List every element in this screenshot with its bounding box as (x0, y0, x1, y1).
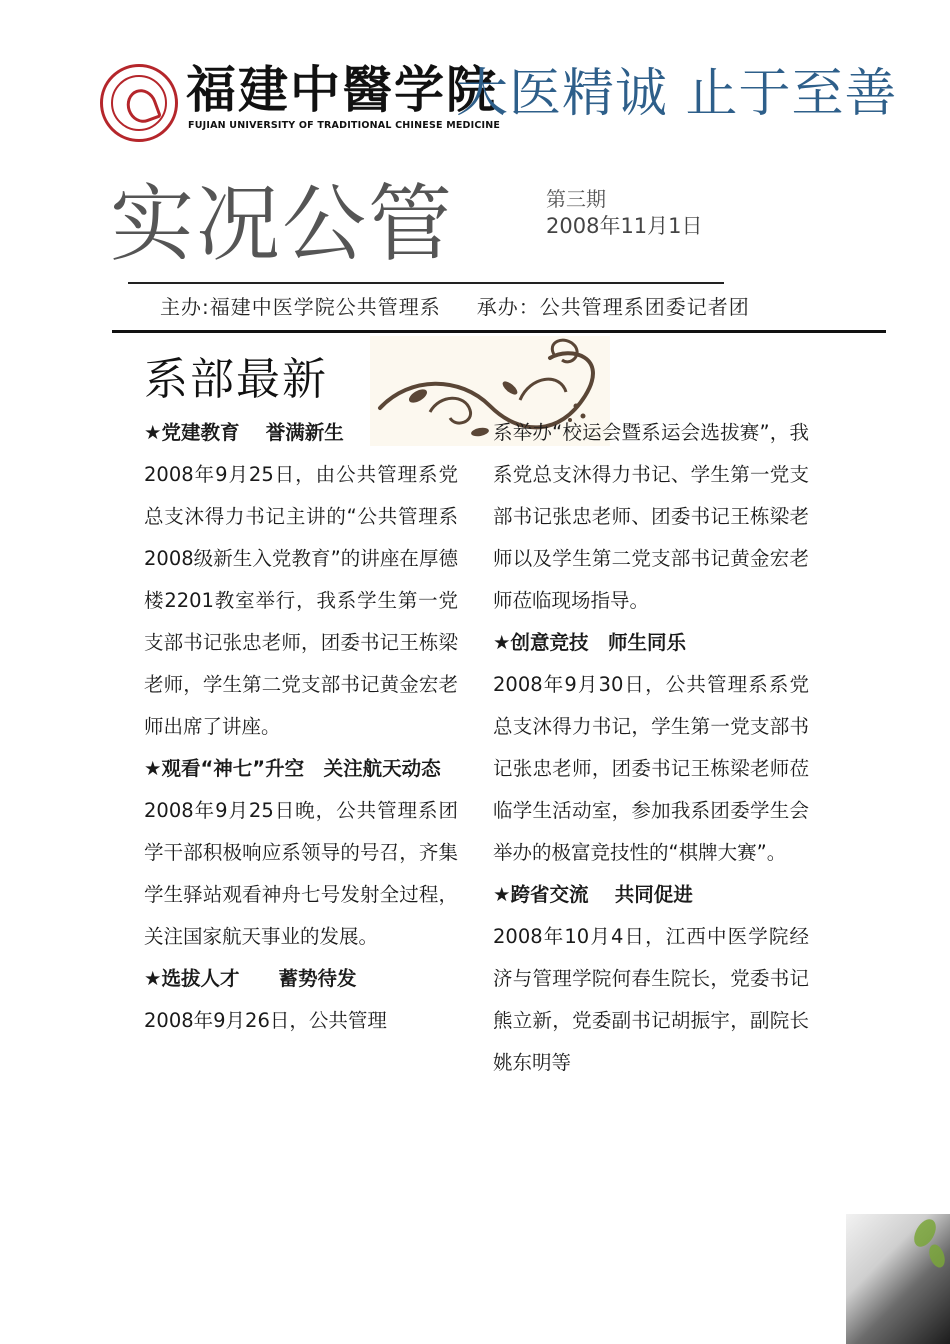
university-name: 福建中醫学院 (186, 60, 498, 119)
article-column-right (493, 412, 809, 1084)
article-heading: ★创意竞技 师生同乐 (493, 631, 686, 654)
header-divider (112, 330, 886, 333)
university-seal-icon (100, 64, 178, 142)
article-heading: ★选拔人才 蓄势待发 (144, 967, 357, 990)
article-body: 2008年9月25日，由公共管理系党总支沐得力书记主讲的“公共管理系2008级新生入党教育”的讲座在厚德楼2201教室举行，我系学生第一党支部书记张忠老师，团委书记王栋梁老师，学生第二党支部书记黄金宏老师出席了讲座。 (144, 463, 458, 738)
article-body: 系举办“校运会暨系运会选拔赛”，我系党总支沐得力书记、学生第一党支部书记张忠老师、团委书记王栋梁老师以及学生第二党支部书记黄金宏老师莅临现场指导。 (493, 421, 809, 612)
article-body: 2008年9月26日，公共管理 (144, 1009, 387, 1032)
organizer-text: 承办：公共管理系团委记者团 (476, 295, 750, 319)
masthead-divider (128, 282, 724, 284)
article-heading: ★跨省交流 共同促进 (493, 883, 693, 906)
university-motto: 大医精诚 止于至善 (456, 64, 898, 124)
section-heading: 系部最新 (144, 354, 328, 405)
newsletter-title: 实况公管 (110, 175, 455, 273)
issue-number: 第三期 (546, 187, 606, 211)
article-heading: ★观看“神七”升空 关注航天动态 (144, 757, 441, 780)
organizer-line (160, 293, 750, 321)
issue-date: 2008年11月1日 (546, 214, 703, 238)
article-heading: ★党建教育 誉满新生 (144, 421, 344, 444)
university-name-english: FUJIAN UNIVERSITY OF TRADITIONAL CHINESE MEDICINE (188, 120, 501, 131)
article-body: 2008年10月4日，江西中医学院经济与管理学院何春生院长，党委书记熊立新，党委副书记胡振宇，副院长姚东明等 (493, 925, 809, 1074)
corner-photo-image (846, 1214, 950, 1344)
article-body: 2008年9月25日晚，公共管理系团学干部积极响应系领导的号召，齐集学生驿站观看神舟七号发射全过程，关注国家航天事业的发展。 (144, 799, 458, 948)
sponsor-text: 主办:福建中医学院公共管理系 (160, 295, 441, 319)
article-column-left (144, 412, 458, 1042)
article-body: 2008年9月30日，公共管理系系党总支沐得力书记，学生第一党支部书记张忠老师，团委书记王栋梁老师莅临学生活动室，参加我系团委学生会举办的极富竞技性的“棋牌大赛”。 (493, 673, 809, 864)
